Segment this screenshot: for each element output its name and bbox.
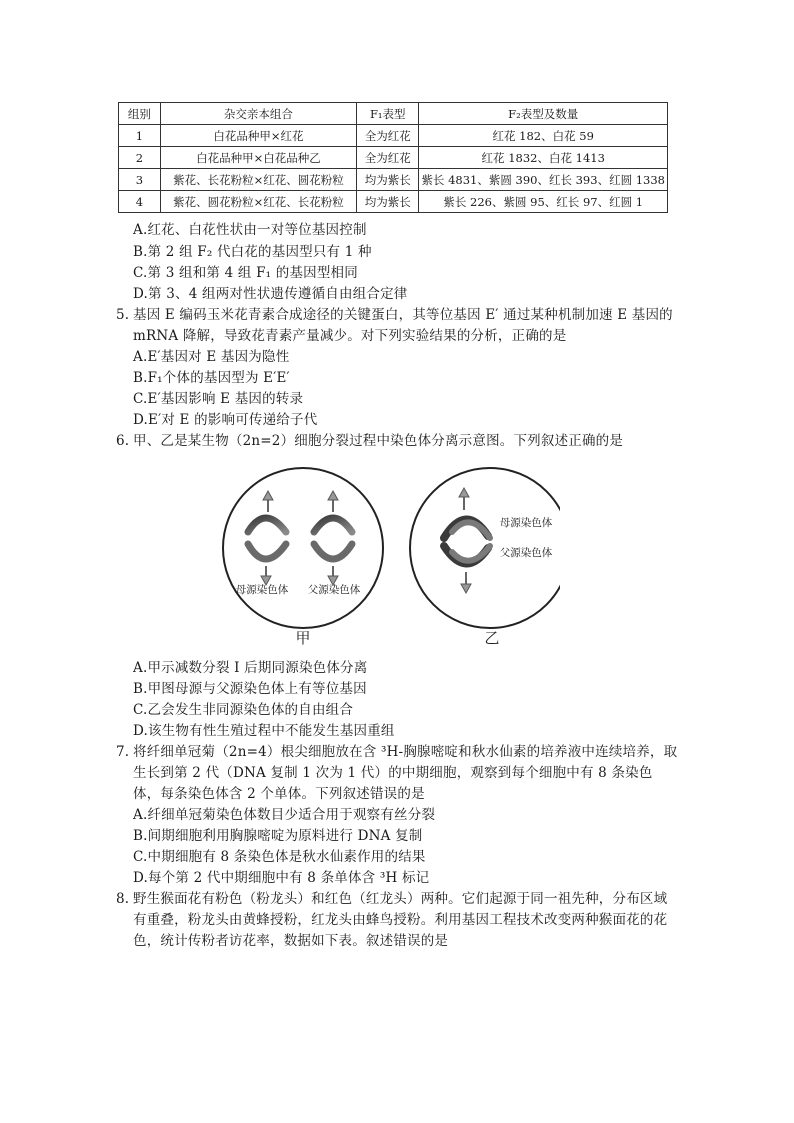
- q6-option-a: A.甲示减数分裂 I 后期同源染色体分离: [133, 660, 368, 676]
- cell-parents: 白花品种甲×白花品种乙: [160, 147, 356, 169]
- table-row: [119, 169, 668, 191]
- cell-group: 1: [119, 125, 161, 147]
- cell-f2: 紫长 226、紫圆 95、红长 97、红圆 1: [419, 191, 668, 213]
- cell-f1: 均为紫长: [357, 191, 419, 213]
- cell-f2: 红花 182、白花 59: [419, 125, 668, 147]
- q6-stem: [116, 431, 676, 452]
- q5-option-c: C.E′基因影响 E 基因的转录: [133, 391, 304, 407]
- cell-yi: [410, 468, 560, 647]
- q5-stem: [116, 305, 676, 347]
- maternal-chromosome-upper: [248, 518, 286, 532]
- cell-f2: 红花 1832、白花 1413: [419, 147, 668, 169]
- arrow-down-icon: [461, 572, 471, 593]
- table-header-row: [119, 103, 668, 125]
- header-group: 组别: [119, 103, 161, 125]
- q6-number: 6.: [116, 433, 130, 449]
- table-row: [119, 125, 668, 147]
- q7-option-c: C.中期细胞有 8 条染色体是秋水仙素作用的结果: [133, 849, 426, 865]
- header-f1: F₁表型: [357, 103, 419, 125]
- cell-jia: [223, 468, 383, 647]
- cell-f2: 紫长 4831、紫圆 390、红长 393、红圆 1338: [419, 169, 668, 191]
- cell-parents: 白花品种甲×红花: [160, 125, 356, 147]
- maternal-chromosome-lower: [248, 544, 286, 559]
- q7-option-b: B.间期细胞利用胸腺嘧啶为原料进行 DNA 复制: [133, 828, 423, 844]
- paternal-chromosome-upper: [314, 518, 352, 532]
- q8-number: 8.: [116, 891, 130, 907]
- header-f2: F₂表型及数量: [419, 103, 668, 125]
- q7-stem: [116, 742, 676, 805]
- q8-stem: [116, 889, 676, 952]
- q8-stem-line: 有重叠，粉龙头由黄蜂授粉，红龙头由蜂鸟授粉。利用基因工程技术改变两种猴面花的花: [133, 912, 668, 928]
- cell-f1: 全为红花: [357, 125, 419, 147]
- table-row: [119, 191, 668, 213]
- caption-yi: 乙: [484, 629, 500, 647]
- label-paternal-jia: 父源染色体: [307, 584, 361, 596]
- header-parents: 杂交亲本组合: [160, 103, 356, 125]
- q5-option-b: B.F₁个体的基因型为 E′E′: [133, 370, 290, 386]
- q6-option-c: C.乙会发生非同源染色体的自由组合: [133, 702, 354, 718]
- paternal-chromosome-lower: [314, 544, 352, 559]
- q7-option-a: A.纤细单冠菊染色体数目少适合用于观察有丝分裂: [133, 807, 436, 823]
- cell-f1: 均为紫长: [357, 169, 419, 191]
- q4-option-c: C.第 3 组和第 4 组 F₁ 的基因型相同: [133, 265, 358, 281]
- q4-option-a: A.红花、白花性状由一对等位基因控制: [133, 222, 367, 238]
- q8-stem-line: 野生猴面花有粉色（粉龙头）和红色（红龙头）两种。它们起源于同一祖先种，分布区域: [133, 891, 668, 907]
- q6-option-b: B.甲图母源与父源染色体上有等位基因: [133, 681, 367, 697]
- q5-option-d: D.E′对 E 的影响可传递给子代: [133, 412, 318, 428]
- q5-stem-line: 基因 E 编码玉米花青素合成途径的关键蛋白，其等位基因 E′ 通过某种机制加速 E 基因的: [133, 307, 673, 323]
- q7-stem-line: 生长到第 2 代（DNA 复制 1 次为 1 代）的中期细胞，观察到每个细胞中有 8 条染色: [133, 765, 653, 781]
- arrow-down-icon: [261, 566, 271, 585]
- arrow-up-icon: [459, 488, 469, 510]
- arrow-up-icon: [328, 491, 338, 512]
- q5-number: 5.: [116, 307, 130, 323]
- cross-results-table: [118, 102, 668, 213]
- cell-group: 4: [119, 191, 161, 213]
- chromosome-separation-figure: [220, 462, 560, 652]
- cell-f1: 全为红花: [357, 147, 419, 169]
- label-paternal-yi: 父源染色体: [499, 547, 553, 559]
- arrow-up-icon: [263, 491, 273, 512]
- cell-group: 2: [119, 147, 161, 169]
- q4-option-d: D.第 3、4 组两对性状遗传遵循自由组合定律: [133, 286, 408, 302]
- label-maternal-jia: 母源染色体: [235, 584, 289, 596]
- label-maternal-yi: 母源染色体: [499, 517, 553, 529]
- q5-option-a: A.E′基因对 E 基因为隐性: [133, 349, 290, 365]
- cell-parents: 紫花、圆花粉粒×红花、长花粉粒: [160, 191, 356, 213]
- q7-stem-line: 将纤细单冠菊（2n=4）根尖细胞放在含 ³H-胸腺嘧啶和秋水仙素的培养液中连续培养，取: [133, 744, 678, 760]
- q4-option-b: B.第 2 组 F₂ 代白花的基因型只有 1 种: [133, 244, 372, 260]
- cell-parents: 紫花、长花粉粒×红花、圆花粉粒: [160, 169, 356, 191]
- q5-stem-line: mRNA 降解，导致花青素产量减少。对下列实验结果的分析，正确的是: [133, 328, 567, 344]
- q6-stem-line: 甲、乙是某生物（2n=2）细胞分裂过程中染色体分离示意图。下列叙述正确的是: [133, 433, 624, 449]
- q7-option-d: D.每个第 2 代中期细胞中有 8 条单体含 ³H 标记: [133, 870, 430, 886]
- q7-stem-line: 体，每条染色体含 2 个单体。下列叙述错误的是: [133, 786, 425, 802]
- cell-group: 3: [119, 169, 161, 191]
- q7-number: 7.: [116, 744, 130, 760]
- arrow-down-icon: [328, 566, 338, 585]
- caption-jia: 甲: [295, 629, 311, 647]
- table-row: [119, 147, 668, 169]
- q6-option-d: D.该生物有性生殖过程中不能发生基因重组: [133, 723, 395, 739]
- q8-stem-line: 色，统计传粉者访花率，数据如下表。叙述错误的是: [133, 933, 449, 949]
